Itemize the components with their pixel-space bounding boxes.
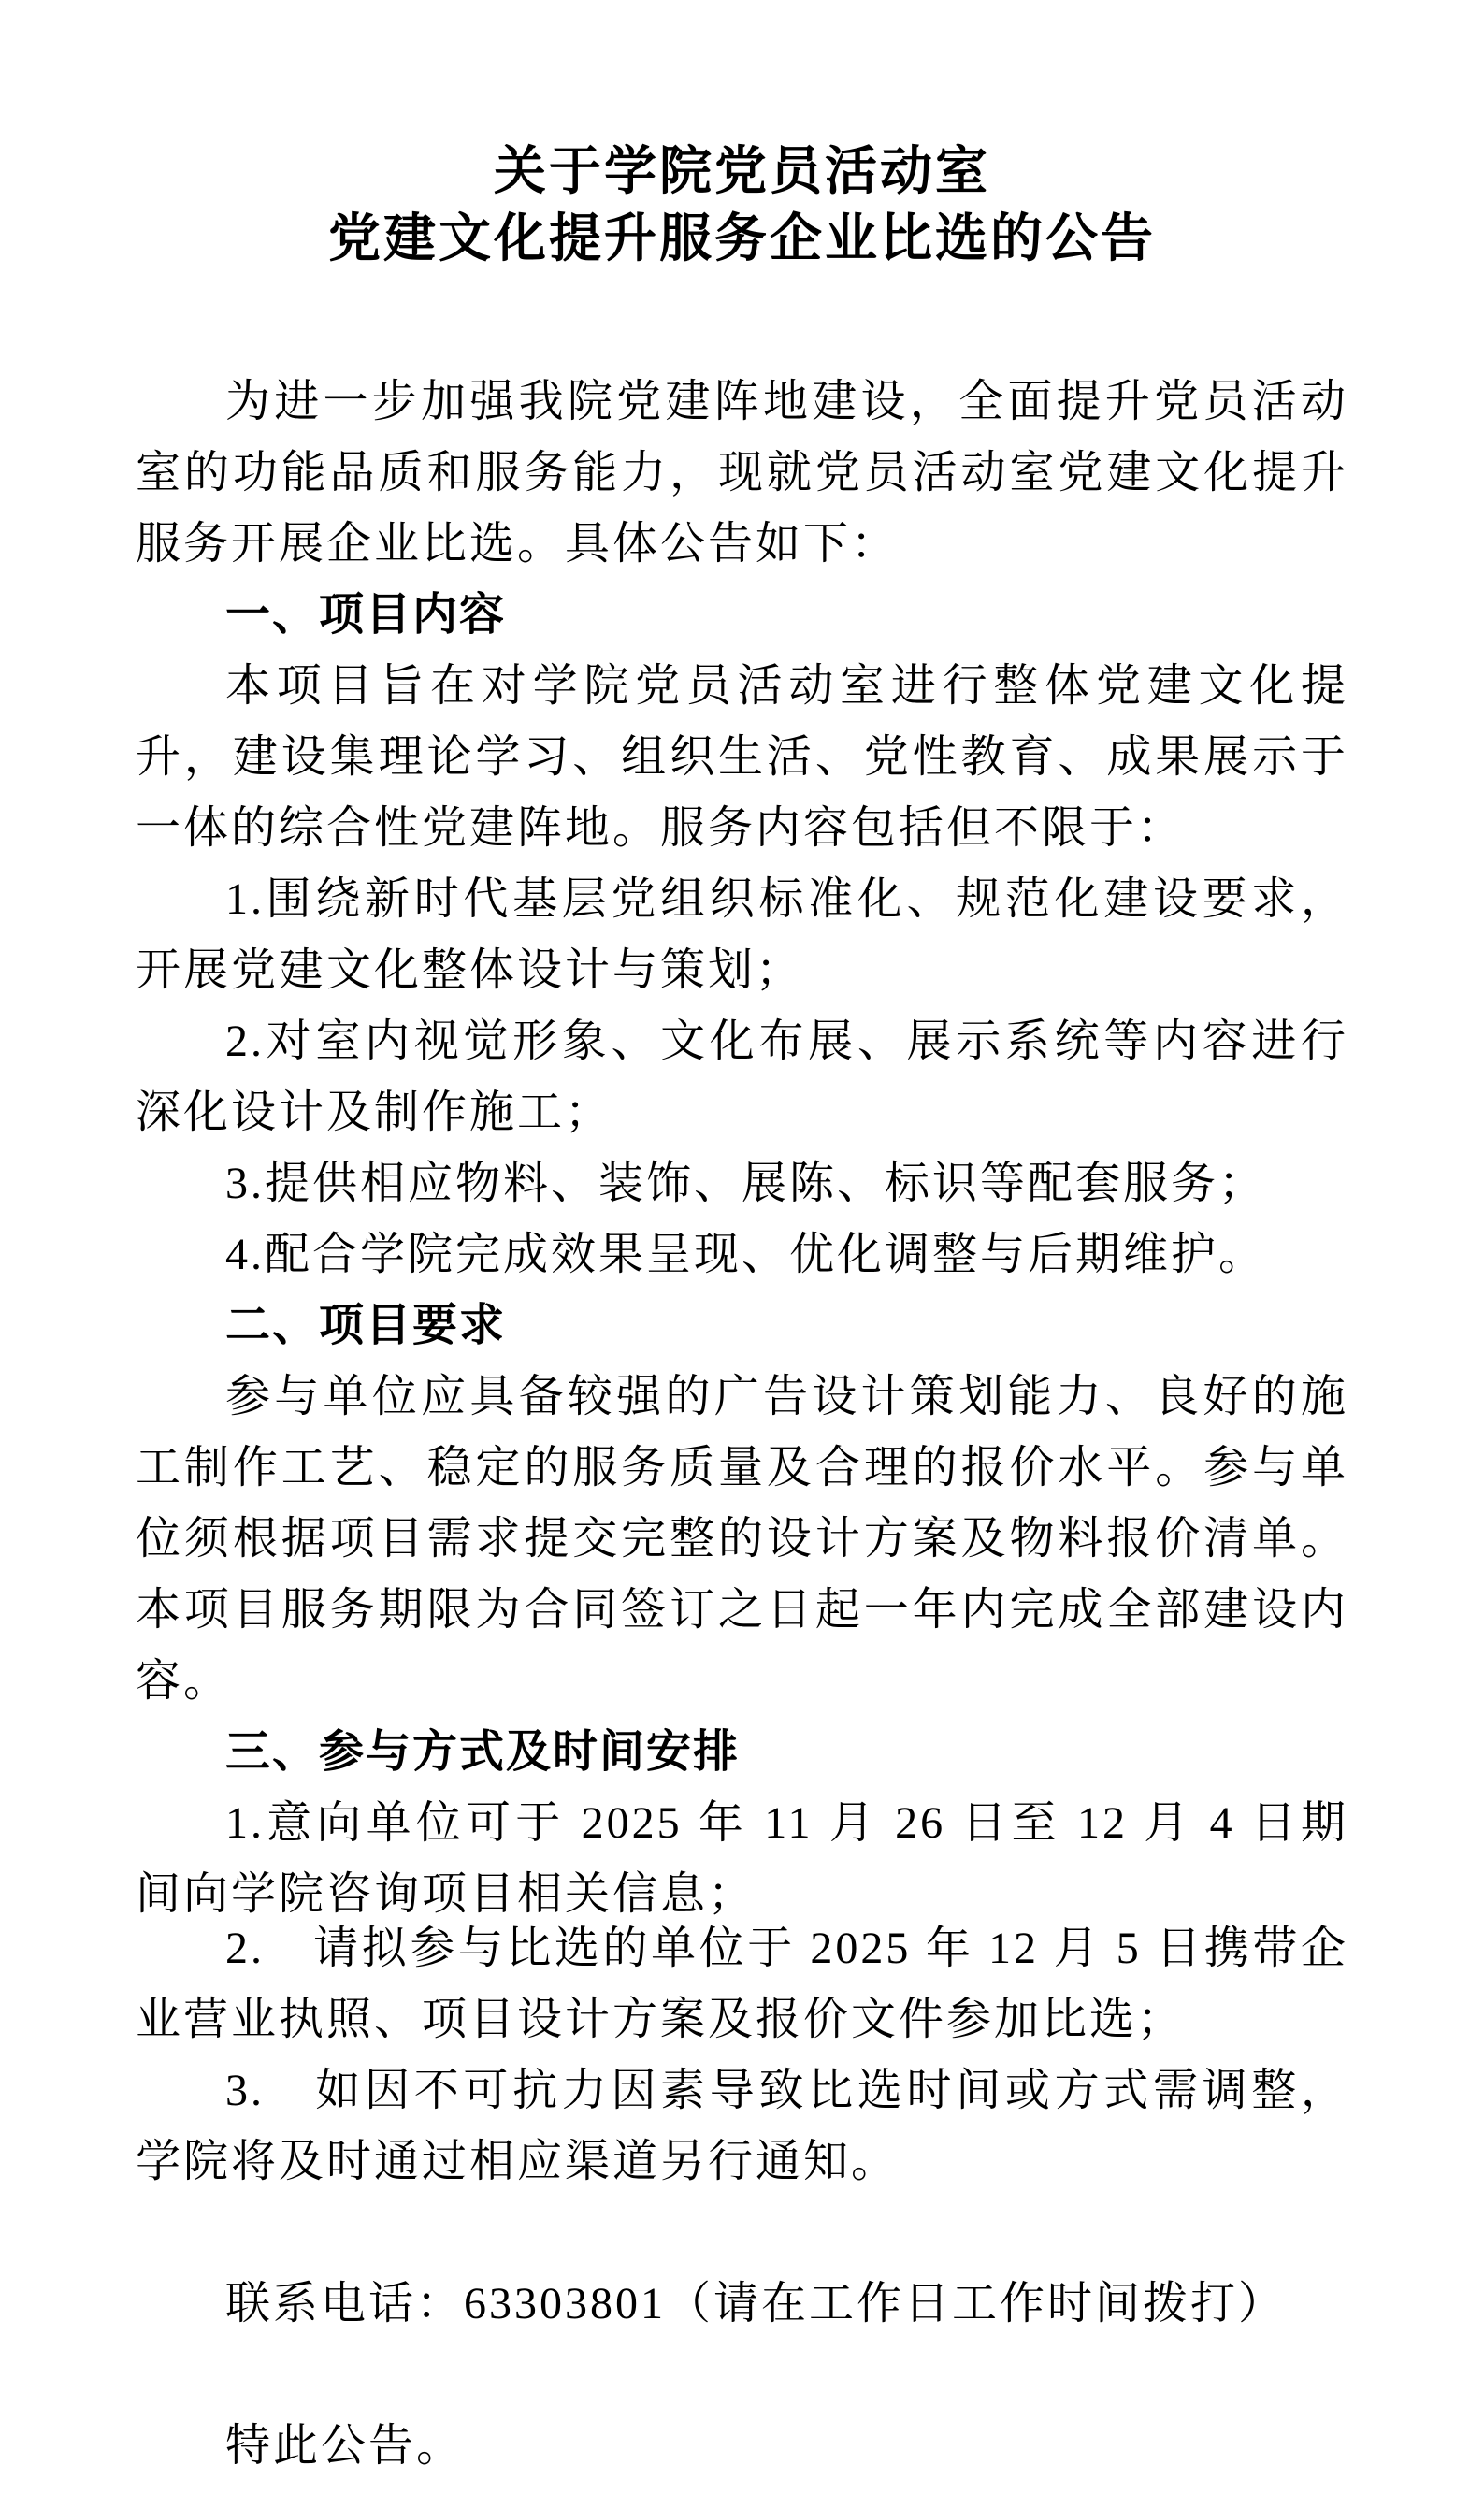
intro-paragraph: 为进一步加强我院党建阵地建设，全面提升党员活动室的功能品质和服务能力，现就党员活动室党建文化提升服务开展企业比选。具体公告如下： xyxy=(136,377,1348,569)
section-3-heading: 三、参与方式及时间安排 xyxy=(225,1727,741,1777)
closing-line: 特此公告。 xyxy=(225,2421,465,2471)
section-2-heading: 二、项目要求 xyxy=(225,1301,507,1350)
section-1-heading: 一、项目内容 xyxy=(225,590,507,640)
section-3-item-1: 1.意向单位可于 2025 年 11 月 26 日至 12 月 4 日期间向学院咨询项目相关信息； xyxy=(136,1798,1348,1919)
blank-line xyxy=(136,2198,1348,2269)
document-title-line-2: 党建文化提升服务企业比选的公告 xyxy=(328,210,1156,268)
section-2-paragraph: 参与单位应具备较强的广告设计策划能力、良好的施工制作工艺、稳定的服务质量及合理的报价水平。参与单位须根据项目需求提交完整的设计方案及物料报价清单。本项目服务期限为合同签订之日起一年内完成全部建设内容。 xyxy=(136,1372,1348,1706)
section-1-item-4: 4.配合学院完成效果呈现、优化调整与后期维护。 xyxy=(225,1230,1267,1279)
document-title xyxy=(136,138,1348,273)
section-3-item-3: 3. 如因不可抗力因素导致比选时间或方式需调整，学院将及时通过相应渠道另行通知。 xyxy=(136,2066,1348,2186)
section-1-lead-paragraph: 本项目旨在对学院党员活动室进行整体党建文化提升，建设集理论学习、组织生活、党性教育、成果展示于一体的综合性党建阵地。服务内容包括但不限于： xyxy=(136,661,1348,853)
section-1-item-2: 2.对室内视觉形象、文化布展、展示系统等内容进行深化设计及制作施工； xyxy=(136,1016,1348,1137)
document-title-line-1: 关于学院党员活动室 xyxy=(494,143,990,201)
section-1-item-3: 3.提供相应物料、装饰、展陈、标识等配套服务； xyxy=(225,1159,1267,1208)
section-3-item-2: 2. 请拟参与比选的单位于 2025 年 12 月 5 日携带企业营业执照、项目设计方案及报价文件参加比选； xyxy=(136,1924,1348,2044)
section-1-item-1: 1.围绕新时代基层党组织标准化、规范化建设要求，开展党建文化整体设计与策划； xyxy=(136,874,1348,995)
blank-line xyxy=(136,2340,1348,2411)
contact-phone-line: 联系电话：63303801（请在工作日工作时间拨打） xyxy=(225,2279,1287,2328)
